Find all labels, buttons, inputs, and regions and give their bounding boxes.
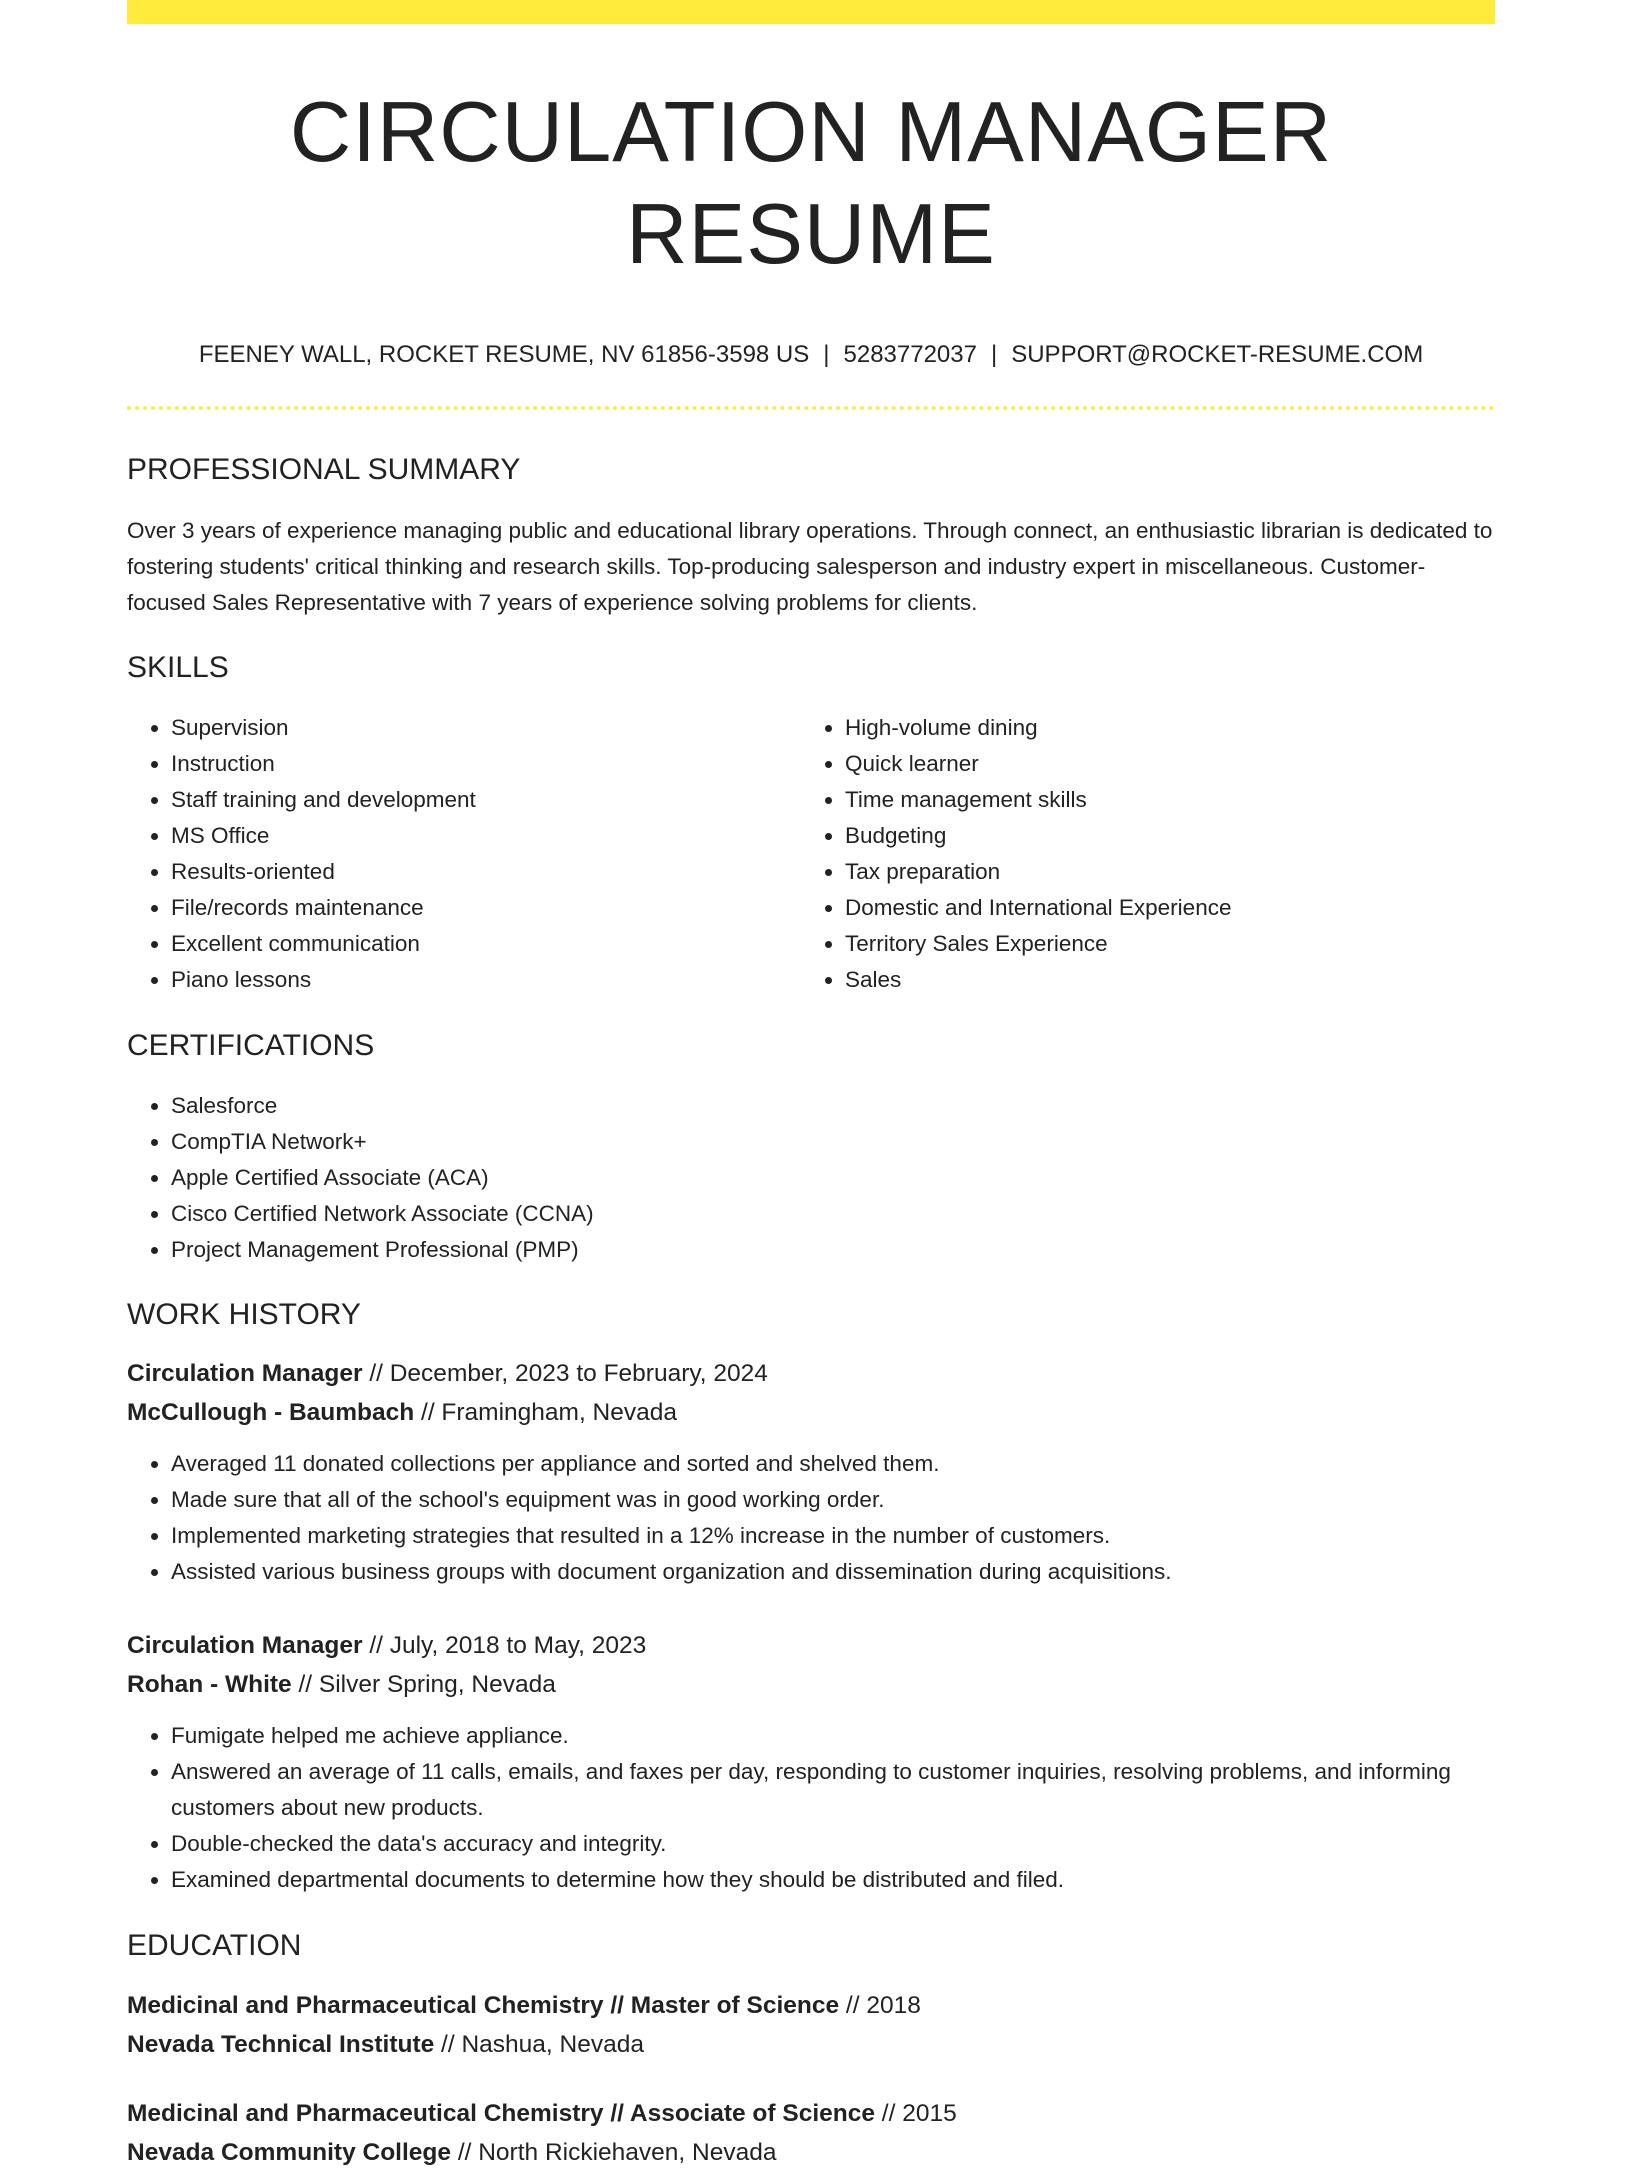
job-company: Rohan - White: [127, 1670, 292, 1698]
skill-item: • Supervision: [171, 710, 801, 746]
skill-item: • Time management skills: [845, 782, 1475, 818]
certification-item: • Project Management Professional (PMP): [171, 1232, 1495, 1268]
education-entry: [127, 1986, 1495, 2064]
skill-item: • Instruction: [171, 746, 801, 782]
skills-heading: SKILLS: [127, 650, 229, 684]
skills-list-right: [801, 710, 1475, 998]
skill-item: • Quick learner: [845, 746, 1475, 782]
contact-address: FEENEY WALL, ROCKET RESUME, NV 61856-3598 US: [198, 341, 810, 368]
education-entry: [127, 2094, 1495, 2172]
contact-email: SUPPORT@ROCKET-RESUME.COM: [1011, 341, 1424, 368]
skill-item: • Domestic and International Experience: [845, 890, 1475, 926]
job-bullets: [127, 1718, 1495, 1898]
contact-phone: 5283772037: [843, 341, 977, 368]
skill-item: • MS Office: [171, 818, 801, 854]
skill-item: • Staff training and development: [171, 782, 801, 818]
education-degree: Medicinal and Pharmaceutical Chemistry // Associate of Science: [127, 2099, 875, 2127]
job-bullet: • Examined departmental documents to determine how they should be distributed and filed.: [171, 1862, 1495, 1898]
job-entry: [127, 1354, 1495, 1590]
education-year: // 2015: [874, 2099, 957, 2127]
education-location: // North Rickiehaven, Nevada: [451, 2138, 777, 2166]
job-bullet: • Double-checked the data's accuracy and integrity.: [171, 1826, 1495, 1862]
education-school: Nevada Technical Institute: [127, 2030, 435, 2058]
education-degree-line: [127, 2094, 1495, 2133]
skill-item: • Results-oriented: [171, 854, 801, 890]
job-location: // Silver Spring, Nevada: [291, 1670, 556, 1698]
job-bullets: [127, 1446, 1495, 1590]
job-title: Circulation Manager: [127, 1631, 363, 1659]
job-company: McCullough - Baumbach: [127, 1398, 415, 1426]
job-company-line: [127, 1393, 1495, 1432]
skills-list-left: [127, 710, 801, 998]
skill-item: • Tax preparation: [845, 854, 1475, 890]
top-accent-bar: [127, 0, 1495, 24]
resume-page: [127, 0, 1495, 2172]
work-history-heading: WORK HISTORY: [127, 1297, 361, 1331]
job-dates: // July, 2018 to May, 2023: [362, 1631, 647, 1659]
job-title-line: [127, 1354, 1495, 1393]
job-bullet: • Implemented marketing strategies that resulted in a 12% increase in the number of customers.: [171, 1518, 1495, 1554]
job-bullet: • Assisted various business groups with document organization and dissemination during acquisitions.: [171, 1554, 1495, 1590]
job-bullet: • Fumigate helped me achieve appliance.: [171, 1718, 1495, 1754]
job-location: // Framingham, Nevada: [414, 1398, 678, 1426]
dotted-divider: [127, 406, 1495, 410]
certification-item: • Apple Certified Associate (ACA): [171, 1160, 1495, 1196]
skill-item: • Excellent communication: [171, 926, 801, 962]
skill-item: • Sales: [845, 962, 1475, 998]
skills-column-right: [801, 710, 1475, 998]
contact-separator: |: [990, 341, 998, 368]
education-school: Nevada Community College: [127, 2138, 452, 2166]
summary-text: Over 3 years of experience managing public and educational library operations. Through connect, an enthusiastic librarian is dedicated to fostering students' critical thinking and research skills. Top-producing salesperson and industry expert in miscellaneous. Customer-focused Sales Representative with 7 years of experience solving problems for clients.: [127, 517, 1493, 615]
skill-item: • High-volume dining: [845, 710, 1475, 746]
job-bullet: • Answered an average of 11 calls, emails, and faxes per day, responding to customer inquiries, resolving problems, and informing customers about new products.: [171, 1754, 1495, 1826]
education-degree: Medicinal and Pharmaceutical Chemistry // Master of Science: [127, 1991, 840, 2019]
education-heading: EDUCATION: [127, 1928, 302, 1962]
skills-column-left: [127, 710, 801, 998]
certifications-list: [127, 1088, 1495, 1268]
contact-separator: |: [823, 341, 830, 368]
job-entry: [127, 1626, 1495, 1898]
skill-item: • File/records maintenance: [171, 890, 801, 926]
certification-item: • Cisco Certified Network Associate (CCNA): [171, 1196, 1495, 1232]
education-degree-line: [127, 1986, 1495, 2025]
certification-item: • CompTIA Network+: [171, 1124, 1495, 1160]
skill-item: • Piano lessons: [171, 962, 801, 998]
job-company-line: [127, 1665, 1495, 1704]
job-title: Circulation Manager: [127, 1359, 363, 1387]
skill-item: • Territory Sales Experience: [845, 926, 1475, 962]
education-location: // Nashua, Nevada: [434, 2030, 644, 2058]
job-dates: // December, 2023 to February, 2024: [362, 1359, 768, 1387]
job-title-line: [127, 1626, 1495, 1665]
education-school-line: [127, 2025, 1495, 2064]
resume-title: CIRCULATION MANAGER RESUME: [289, 85, 1333, 282]
job-bullet: • Made sure that all of the school's equipment was in good working order.: [171, 1482, 1495, 1518]
certification-item: • Salesforce: [171, 1088, 1495, 1124]
education-year: // 2018: [839, 1991, 921, 2019]
education-school-line: [127, 2133, 1495, 2172]
skill-item: • Budgeting: [845, 818, 1475, 854]
certifications-heading: CERTIFICATIONS: [127, 1028, 375, 1062]
job-bullet: • Averaged 11 donated collections per appliance and sorted and shelved them.: [171, 1446, 1495, 1482]
summary-heading: PROFESSIONAL SUMMARY: [127, 452, 521, 486]
contact-line: [127, 341, 1495, 370]
skills-columns: [127, 710, 1495, 998]
